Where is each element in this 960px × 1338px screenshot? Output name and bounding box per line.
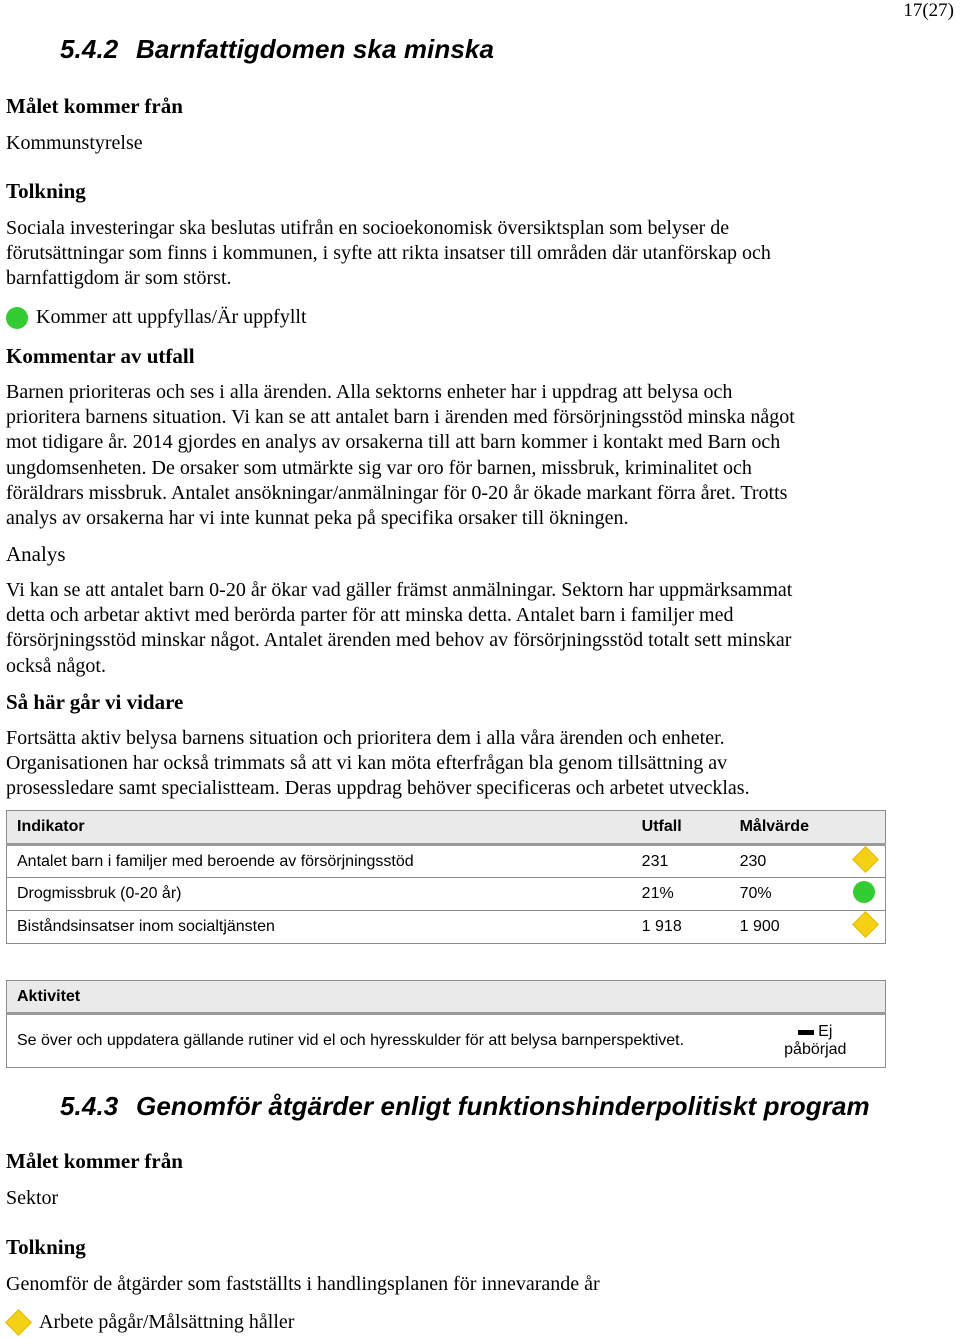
yellow-diamond-icon (852, 846, 879, 873)
section-number: 5.4.3 (60, 1091, 119, 1121)
activity-status-line1: Ej (818, 1023, 833, 1040)
comment-text: Barnen prioriteras och ses i alla ärenden. Alla sektorns enheter har i uppdrag att belysa och prioritera barnens situation. Vi kan se att antalet barn i ärenden med försörjningsstöd minska något mot tidigare år. 2014 gjordes en analys av orsakerna till att barn kommer i kontakt med Barn och ungdomsenheten. De orsaker som utmärkte sig var oro för barnen, missbruk, kriminalitet och föräldrars missbruk. Antalet ansökningar/anmälningar för 0-20 år ökade markant förra året. Trotts analys av orsakerna har vi inte kunnat peka på specifika orsaker till ökningen. (6, 381, 795, 530)
goal-status (6, 1311, 294, 1334)
indicator-name: Biståndsinsatser inom socialtjänsten (7, 911, 632, 944)
activity-table (6, 980, 886, 1068)
interpretation-label: Tolkning (6, 179, 86, 203)
activity-status-cell (746, 1014, 886, 1068)
indicator-target-cell (730, 911, 886, 944)
indicator-name: Drogmissbruk (0-20 år) (7, 878, 632, 911)
table-row (7, 878, 886, 911)
indicator-target: 1 900 (739, 918, 780, 935)
column-header-target: Målvärde (730, 811, 886, 845)
interpretation-text: Sociala investeringar ska beslutas utifrån en socioekonomisk översiktsplan som belyser de förutsättningar som finns i kommunen, i syfte att rikta insatser till områden där utanförskap och barnfattigdom är som störst. (6, 217, 771, 290)
section-title: Barnfattigdomen ska minska (136, 34, 495, 64)
indicator-outcome: 231 (632, 845, 730, 878)
yellow-diamond-icon (5, 1309, 32, 1336)
goal-status-text: Kommer att uppfyllas/Är uppfyllt (36, 306, 307, 328)
table-header-row (7, 811, 886, 845)
page-number: 17(27) (903, 0, 954, 21)
section-number: 5.4.2 (60, 34, 119, 64)
interpretation-label: Tolkning (6, 1235, 86, 1259)
section-title: Genomför åtgärder enligt funktionshinderpolitiskt program (136, 1091, 870, 1121)
indicator-table (6, 810, 886, 944)
origin-value: Sektor (6, 1187, 59, 1209)
indicator-outcome: 21% (632, 878, 730, 911)
analysis-label: Analys (6, 542, 66, 566)
origin-value: Kommunstyrelse (6, 132, 143, 154)
column-header-outcome: Utfall (632, 811, 730, 845)
goal-status (6, 306, 307, 329)
table-row (7, 845, 886, 878)
table-header-row (7, 981, 886, 1014)
column-header-activity: Aktivitet (7, 981, 886, 1014)
table-row (7, 1014, 886, 1068)
section-heading (60, 34, 494, 65)
analysis-text: Vi kan se att antalet barn 0-20 år ökar vad gäller främst anmälningar. Sektorn har uppmärksammat detta och arbetar aktivt med berörda parter för att minska detta. Antalet barn i familjer med försörjningsstöd minskar något. Antalet ärenden med behov av försörjningsstöd totalt sett minskar också något. (6, 579, 793, 677)
yellow-diamond-icon (852, 911, 879, 938)
activity-text: Se över och uppdatera gällande rutiner vid el och hyresskulder för att belysa barnperspektivet. (7, 1014, 746, 1068)
green-circle-icon (853, 881, 875, 903)
indicator-target-cell (730, 845, 886, 878)
section-heading (60, 1091, 870, 1122)
origin-label: Målet kommer från (6, 94, 183, 118)
indicator-name: Antalet barn i familjer med beroende av försörjningsstöd (7, 845, 632, 878)
next-steps-label: Så här går vi vidare (6, 690, 184, 714)
indicator-target: 70% (739, 885, 772, 902)
origin-label: Målet kommer från (6, 1149, 183, 1173)
indicator-target-cell (730, 878, 886, 911)
indicator-target: 230 (739, 852, 767, 870)
next-steps-text: Fortsätta aktiv belysa barnens situation och prioritera dem i alla våra ärenden och enheter. Organisationen har också trimmats så att vi kan möta efterfrågan bla genom tillsättning av prosessledare samt specialistteam. Deras uppdrag behöver specificeras och arbetet utvecklas. (6, 727, 750, 800)
column-header-indicator: Indikator (7, 811, 632, 845)
dash-icon (798, 1030, 814, 1035)
table-row (7, 911, 886, 944)
goal-status-text: Arbete pågår/Målsättning håller (39, 1311, 295, 1333)
comment-label: Kommentar av utfall (6, 344, 195, 368)
interpretation-text: Genomför de åtgärder som fastställts i handlingsplanen för innevarande år (6, 1273, 600, 1295)
indicator-outcome: 1 918 (632, 911, 730, 944)
green-circle-icon (6, 307, 28, 329)
activity-status-line2: påbörjad (784, 1041, 847, 1058)
